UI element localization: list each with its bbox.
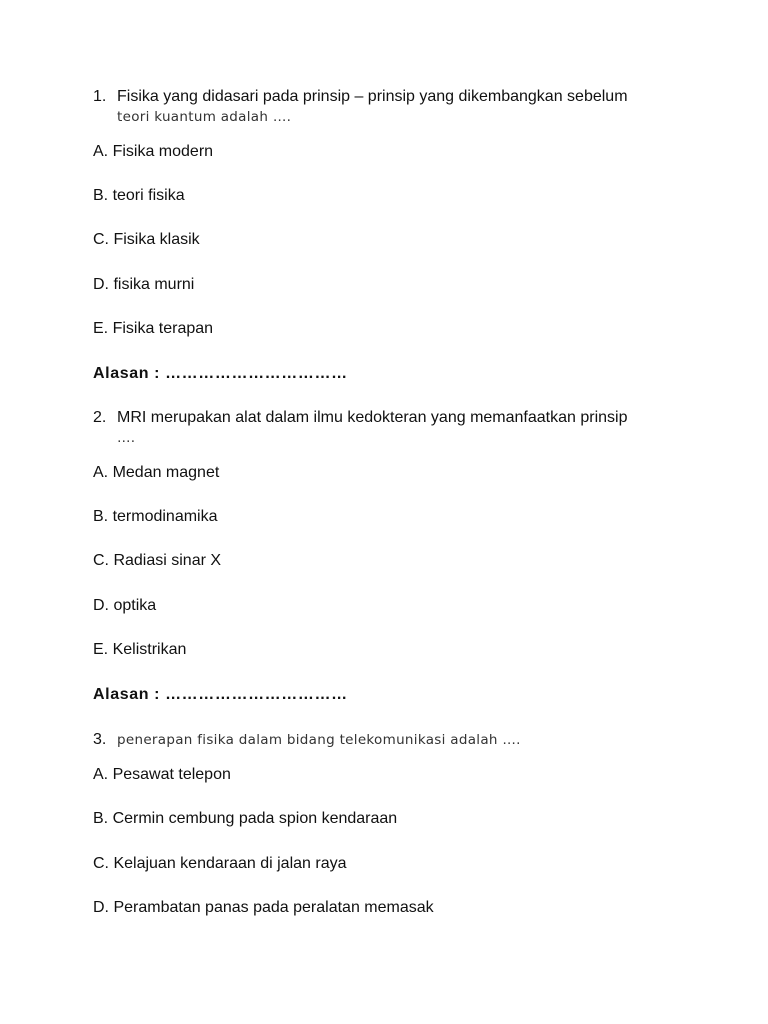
question-1-option-b: B. teori fisika bbox=[93, 187, 185, 204]
question-2-option-c: C. Radiasi sinar X bbox=[93, 552, 222, 569]
question-3-number: 3. bbox=[93, 731, 107, 748]
question-1-option-a: A. Fisika modern bbox=[93, 143, 214, 160]
question-2-option-d: D. optika bbox=[93, 597, 157, 614]
question-2-alasan: Alasan : …………………………… bbox=[93, 686, 348, 703]
question-3-text bbox=[93, 730, 521, 750]
question-1-line-2: teori kuantum adalah …. bbox=[117, 109, 292, 125]
question-1-alasan: Alasan : …………………………… bbox=[93, 365, 348, 382]
question-2-number: 2. bbox=[93, 409, 107, 426]
question-1-option-e: E. Fisika terapan bbox=[93, 320, 214, 337]
question-3-line-1: penerapan fisika dalam bidang telekomunikasi adalah …. bbox=[117, 732, 521, 748]
question-2-option-b: B. termodinamika bbox=[93, 508, 218, 525]
question-2-option-a: A. Medan magnet bbox=[93, 464, 220, 481]
question-3-option-b: B. Cermin cembung pada spion kendaraan bbox=[93, 810, 398, 827]
question-3-option-d: D. Perambatan panas pada peralatan memasak bbox=[93, 899, 434, 916]
question-1-number: 1. bbox=[93, 88, 107, 105]
question-2-line-2: …. bbox=[117, 430, 136, 446]
question-3-option-a: A. Pesawat telepon bbox=[93, 766, 231, 783]
question-1-line-1: Fisika yang didasari pada prinsip – prinsip yang dikembangkan sebelum bbox=[117, 88, 628, 105]
question-1-text bbox=[93, 87, 628, 107]
question-2-option-e: E. Kelistrikan bbox=[93, 641, 187, 658]
question-2-text bbox=[93, 408, 627, 428]
question-1-option-c: C. Fisika klasik bbox=[93, 231, 200, 248]
question-2-line-1: MRI merupakan alat dalam ilmu kedokteran yang memanfaatkan prinsip bbox=[117, 409, 628, 426]
question-1-option-d: D. fisika murni bbox=[93, 276, 195, 293]
question-3-option-c: C. Kelajuan kendaraan di jalan raya bbox=[93, 855, 347, 872]
